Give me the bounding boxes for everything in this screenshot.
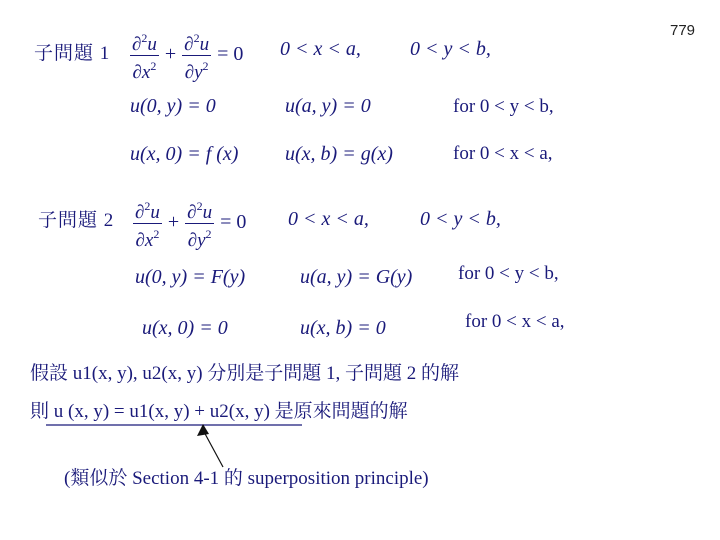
statement-superposition-assumption: 假設 u1(x, y), u2(x, y) 分別是子問題 1, 子問題 2 的解 <box>30 363 460 384</box>
problem2-bc-right-2: u(x, b) = 0 <box>300 317 386 339</box>
problem2-label: 子問題 2 <box>38 210 115 231</box>
problem2-bc-cond-1: for 0 < y < b, <box>458 263 559 284</box>
problem1-bc-cond-2: for 0 < x < a, <box>453 143 553 164</box>
page-number: 779 <box>670 22 696 39</box>
problem1-domain-x: 0 < x < a, <box>280 38 361 60</box>
problem2-domain-y: 0 < y < b, <box>420 208 501 230</box>
problem1-bc-left-1: u(0, y) = 0 <box>130 95 216 117</box>
problem2-bc-left-1: u(0, y) = F(y) <box>135 266 246 288</box>
problem1-label: 子問題 1 <box>34 43 111 64</box>
problem2-bc-right-1: u(a, y) = G(y) <box>300 266 413 288</box>
statement-superposition-result: 則 u (x, y) = u1(x, y) + u2(x, y) 是原來問題的解 <box>30 401 408 422</box>
problem2-domain-x: 0 < x < a, <box>288 208 369 230</box>
problem1-pde: $\frac{\partial^2u}{\partial x^2}$ + $\frac{\partial^2u}{\partial y^2}$ = 0 <box>128 28 247 83</box>
problem1-bc-right-2: u(x, b) = g(x) <box>285 143 393 165</box>
problem2-pde: $\frac{\partial^2u}{\partial x^2}$ + $\frac{\partial^2u}{\partial y^2}$ = 0 <box>131 196 250 251</box>
problem1-bc-cond-1: for 0 < y < b, <box>453 96 554 117</box>
problem1-domain-y: 0 < y < b, <box>410 38 491 60</box>
problem1-bc-right-1: u(a, y) = 0 <box>285 95 371 117</box>
arrowhead <box>197 424 209 436</box>
problem2-bc-left-2: u(x, 0) = 0 <box>142 317 228 339</box>
superposition-note: (類似於 Section 4-1 的 superposition principle) <box>64 468 429 489</box>
problem1-bc-left-2: u(x, 0) = f (x) <box>130 143 239 165</box>
arrow-shaft <box>203 430 223 467</box>
problem2-bc-cond-2: for 0 < x < a, <box>465 311 565 332</box>
